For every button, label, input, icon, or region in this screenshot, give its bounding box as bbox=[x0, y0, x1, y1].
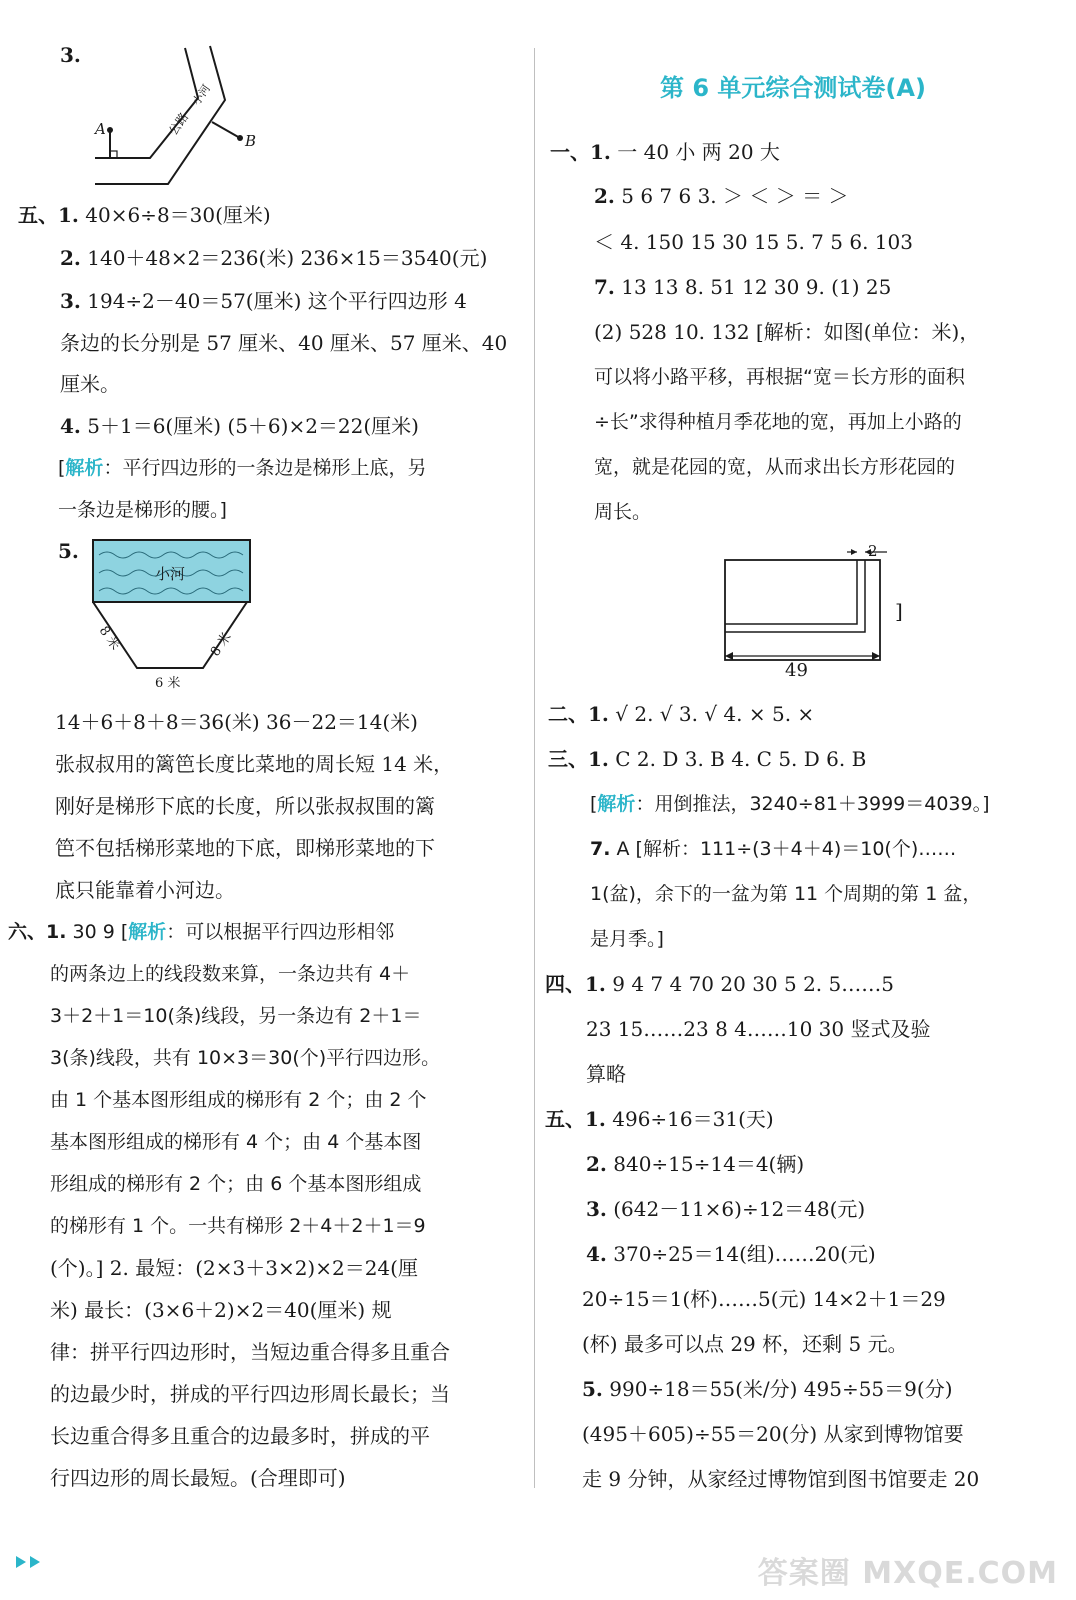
section-title: 第 6 单元综合测试卷(A) bbox=[660, 74, 926, 102]
right-line-20: 3. (642－11×6)÷12＝48(元) bbox=[586, 1197, 866, 1221]
point-b-label: B bbox=[245, 132, 257, 150]
left-side-label: 8 米 bbox=[95, 623, 123, 654]
left-line-16: 的两条边上的线段数来算，一条边共有 4＋ bbox=[50, 963, 411, 985]
figure-rectangle-garden bbox=[715, 540, 915, 685]
river-label: 小河 bbox=[155, 565, 186, 583]
right-line-19: 2. 840÷15÷14＝4(辆) bbox=[586, 1152, 805, 1176]
road-label: 公路 bbox=[165, 110, 192, 138]
right-line-16: 23 15……23 8 4……10 30 竖式及验 bbox=[586, 1017, 931, 1041]
length-label: 49 bbox=[785, 660, 808, 681]
right-line-13: 1(盆)，余下的一盆为第 11 个周期的第 1 盆， bbox=[590, 883, 982, 905]
river-side-label: 小河 bbox=[189, 82, 214, 108]
left-line-26: 的边最少时，拼成的平行四边形周长最长；当 bbox=[50, 1382, 450, 1406]
analysis-label: 解析 bbox=[65, 457, 104, 479]
right-line-7: 宽，就是花园的宽，从而求出长方形花园的 bbox=[594, 456, 956, 478]
right-line-22: 20÷15＝1(杯)……5(元) 14×2＋1＝29 bbox=[582, 1287, 946, 1311]
column-divider bbox=[534, 48, 535, 1488]
left-line-9: 14＋6＋8＋8＝36(米) 36－22＝14(米) bbox=[55, 710, 418, 734]
left-line-3: 条边的长分别是 57 厘米、40 厘米、57 厘米、40 bbox=[60, 331, 508, 355]
left-line-27: 长边重合得多且重合的边最多时，拼成的平 bbox=[50, 1424, 430, 1448]
bottom-label: 6 米 bbox=[155, 676, 181, 691]
right-line-21: 4. 370÷25＝14(组)……20(元) bbox=[586, 1242, 876, 1266]
right-line-10: 三、1. C 2. D 3. B 4. C 5. D 6. B bbox=[548, 747, 867, 771]
left-line-4: 厘米。 bbox=[60, 372, 120, 396]
left-line-0: 五、1. 40×6÷8＝30(厘米) bbox=[18, 203, 271, 227]
figure-number: 3. bbox=[60, 43, 81, 67]
left-line-1: 2. 140＋48×2＝236(米) 236×15＝3540(元) bbox=[60, 246, 488, 270]
left-line-6: [解析：平行四边形的一条边是梯形上底，另 bbox=[58, 457, 427, 479]
left-line-12: 笆不包括梯形菜地的下底，即梯形菜地的下 bbox=[55, 836, 435, 860]
left-line-22: 的梯形有 1 个。一共有梯形 2＋4＋2＋1＝9 bbox=[50, 1215, 426, 1237]
right-line-8: 周长。 bbox=[594, 501, 652, 523]
left-line-28: 行四边形的周长最短。(合理即可) bbox=[50, 1466, 346, 1490]
left-line-14: 六、1. 30 9 [解析：可以根据平行四边形相邻 bbox=[8, 921, 395, 943]
point-a-label: A bbox=[95, 120, 106, 138]
right-line-0: 一、1. 一 40 小 两 20 大 bbox=[550, 140, 780, 164]
left-line-2: 3. 194÷2－40＝57(厘米) 这个平行四边形 4 bbox=[60, 289, 467, 313]
right-line-3: 7. 13 13 8. 51 12 30 9. (1) 25 bbox=[594, 275, 892, 299]
width-bracket: ] bbox=[895, 599, 903, 623]
right-line-11: [解析：用倒推法，3240÷81＋3999＝4039。] bbox=[590, 793, 990, 815]
left-line-13: 底只能靠着小河边。 bbox=[55, 878, 235, 902]
right-line-6: ÷长”求得种植月季花地的宽，再加上小路的 bbox=[594, 411, 962, 433]
right-line-4: (2) 528 10. 132 [解析：如图(单位：米)， bbox=[594, 320, 980, 344]
left-line-11: 刚好是梯形下底的长度，所以张叔叔围的篱 bbox=[55, 794, 435, 818]
left-line-24: 米) 最长：(3×6＋2)×2＝40(厘米) 规 bbox=[50, 1298, 392, 1322]
left-line-17: 3＋2＋1＝10(条)线段，另一条边有 2＋1＝ bbox=[50, 1005, 422, 1027]
right-line-9: 二、1. √ 2. √ 3. √ 4. × 5. × bbox=[548, 702, 815, 726]
page-marker-icon-2 bbox=[30, 1556, 40, 1568]
left-line-25: 律：拼平行四边形时，当短边重合得多且重合 bbox=[50, 1340, 450, 1364]
right-line-14: 是月季。] bbox=[590, 928, 664, 950]
left-line-18: 3(条)线段，共有 10×3＝30(个)平行四边形。 bbox=[50, 1047, 441, 1069]
figure-road-route bbox=[50, 38, 280, 198]
right-side-label: 8 米 bbox=[207, 629, 235, 660]
right-line-18: 五、1. 496÷16＝31(天) bbox=[545, 1107, 774, 1131]
right-line-25: (495＋605)÷55＝20(分) 从家到博物馆要 bbox=[582, 1422, 964, 1446]
right-line-1: 2. 5 6 7 6 3. ＞ ＜ ＞ ＝ ＞ bbox=[594, 184, 849, 208]
right-line-26: 走 9 分钟，从家经过博物馆到图书馆要走 20 bbox=[582, 1467, 980, 1491]
right-line-15: 四、1. 9 4 7 4 70 20 30 5 2. 5……5 bbox=[545, 972, 894, 996]
watermark: 答案圈 MXQE.COM bbox=[757, 1556, 1058, 1591]
right-line-24: 5. 990÷18＝55(米/分) 495÷55＝9(分) bbox=[582, 1377, 953, 1401]
right-line-23: (杯) 最多可以点 29 杯，还剩 5 元。 bbox=[582, 1332, 908, 1356]
right-line-5: 可以将小路平移，再根据“宽＝长方形的面积 bbox=[594, 366, 965, 388]
left-line-10: 张叔叔用的篱笆长度比菜地的周长短 14 米， bbox=[55, 752, 454, 776]
path-width-label: 2 bbox=[868, 542, 878, 560]
page-marker-icon bbox=[16, 1556, 26, 1568]
right-line-17: 算略 bbox=[586, 1062, 626, 1086]
left-line-20: 基本图形组成的梯形有 4 个；由 4 个基本图 bbox=[50, 1131, 422, 1153]
left-line-7: 一条边是梯形的腰。] bbox=[58, 499, 227, 521]
right-line-12: 7. A [解析：111÷(3＋4＋4)＝10(个)…… bbox=[590, 838, 957, 860]
left-line-8: 5. bbox=[58, 539, 79, 563]
left-line-19: 由 1 个基本图形组成的梯形有 2 个；由 2 个 bbox=[50, 1089, 427, 1111]
left-line-23: (个)。] 2. 最短：(2×3＋3×2)×2＝24(厘 bbox=[50, 1256, 418, 1280]
left-line-21: 形组成的梯形有 2 个；由 6 个基本图形组成 bbox=[50, 1173, 422, 1195]
figure-trapezoid-garden bbox=[85, 535, 260, 695]
left-line-5: 4. 5＋1＝6(厘米) (5＋6)×2＝22(厘米) bbox=[60, 414, 419, 438]
right-line-2: ＜ 4. 150 15 30 15 5. 7 5 6. 103 bbox=[594, 230, 913, 254]
